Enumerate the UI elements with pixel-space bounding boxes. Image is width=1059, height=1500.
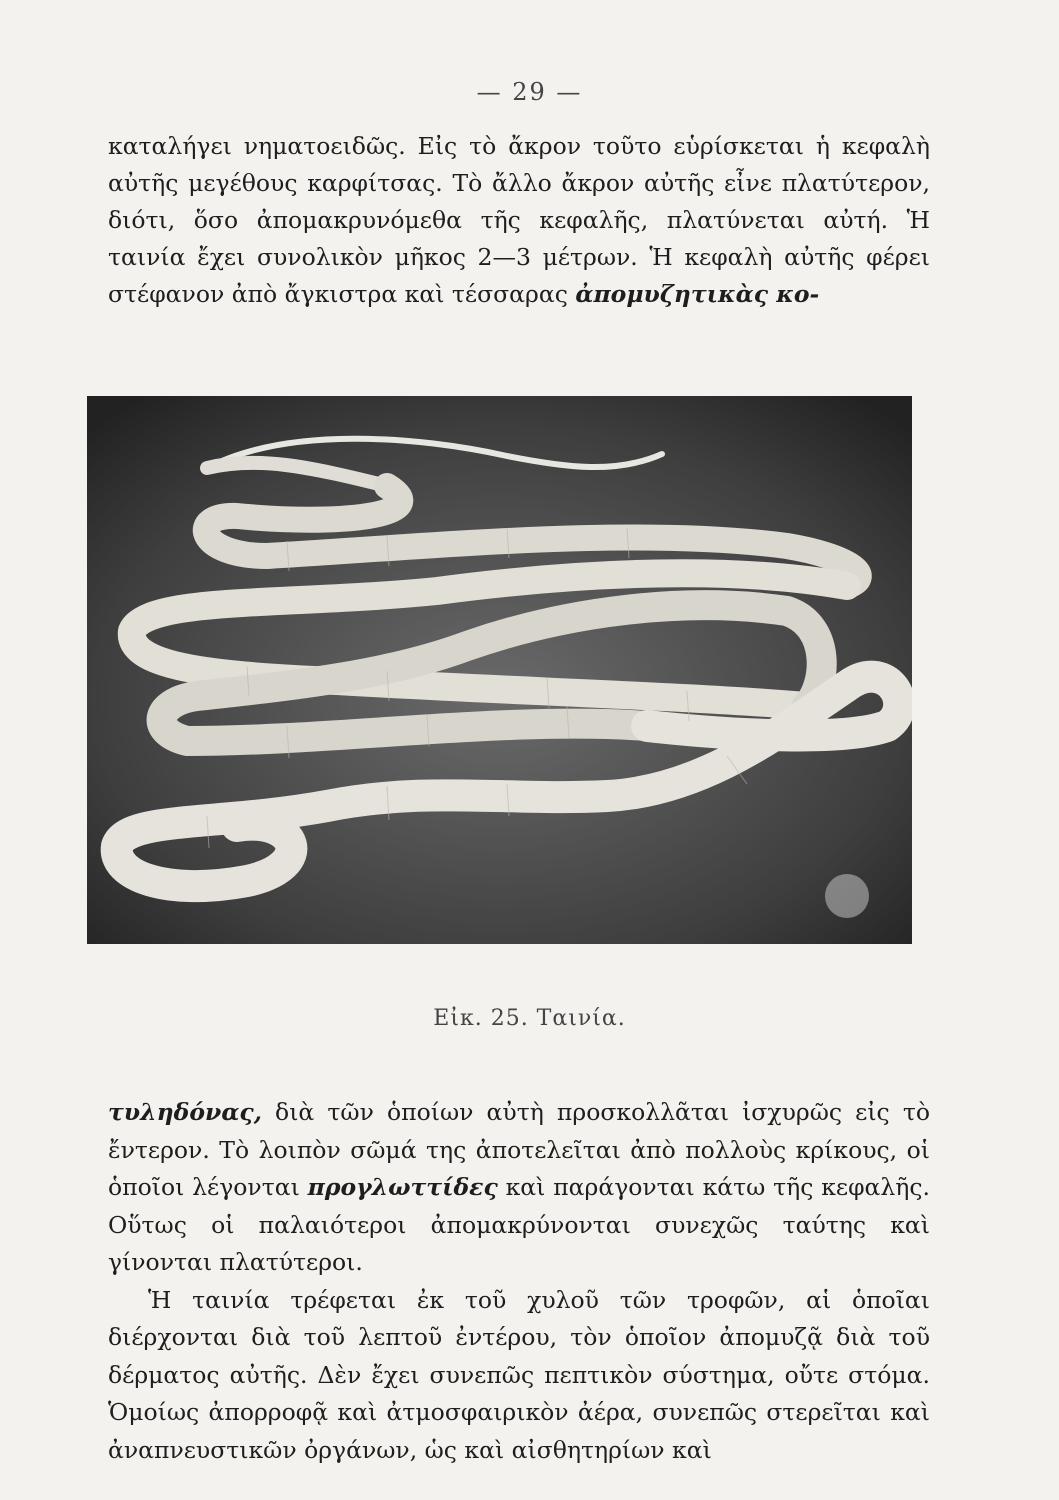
bottom-paragraph-2: Ἡ ταινία τρέφεται ἐκ τοῦ χυλοῦ τῶν τροφῶν, αἱ ὁποῖαι διέρχονται διὰ τοῦ λεπτοῦ ἐντέρου, τὸν ὁποῖον ἀπομυζᾷ διὰ τοῦ δέρματος αὐτῆς. Δὲν ἔχει συνεπῶς πεπτικὸν σύστημα, οὔτε στόμα. Ὁμοίως ἀπορροφᾷ καὶ ἀτμοσφαιρικὸν ἀέρα, συνεπῶς στερεῖται καὶ ἀναπνευστικῶν ὀργάνων, ὡς καὶ αἰσθητηρίων καὶ — [108, 1285, 930, 1464]
paragraph-text: καταλήγει νηματοειδῶς. Εἰς τὸ ἄκρον τοῦτο εὑρίσκεται ἡ κεφαλὴ αὐτῆς μεγέθους καρφίτσας. Τὸ ἄλλο ἄκρον αὐτῆς εἶνε πλατύτερον, διότι, ὅσο ἀπομακρυνόμεθα τῆς κεφαλῆς, πλατύνεται αὐτή. Ἡ ταινία ἔχει συνολικὸν μῆκος 2—3 μέτρων. Ἡ κεφαλὴ αὐτῆς φέρει στέφανον ἀπὸ ἄγκιστρα καὶ τέσσαρας — [108, 132, 930, 308]
paragraph-text: διὰ τῶν ὁποίων αὐτὴ προσκολλᾶται ἰσχυρῶς εἰς τὸ ἔντερον. Τὸ λοιπὸν σῶμά της ἀποτελεῖται ἀπὸ πολλοὺς κρίκους, οἱ ὁποῖοι λέγονται — [108, 1098, 930, 1201]
bottom-paragraph-1 — [108, 1094, 930, 1282]
page-number: — 29 — — [476, 78, 583, 106]
bottom-text — [108, 1094, 930, 1469]
bold-term: τυληδόνας, — [108, 1098, 262, 1126]
bold-term: προγλωττίδες — [307, 1173, 498, 1201]
paragraph-text: καὶ παράγονται κάτω τῆς κεφαλῆς. Οὕτως οἱ παλαιότεροι ἀπομακρύνονται συνεχῶς ταύτης καὶ γίνονται πλατύτεροι. — [108, 1173, 931, 1276]
tapeworm-photograph — [87, 396, 912, 944]
figure-caption: Εἰκ. 25. Ταινία. — [433, 1006, 626, 1031]
top-paragraph — [108, 128, 930, 313]
bold-term: ἀπομυζητικὰς κο- — [575, 280, 820, 308]
tapeworm-illustration — [87, 396, 912, 944]
